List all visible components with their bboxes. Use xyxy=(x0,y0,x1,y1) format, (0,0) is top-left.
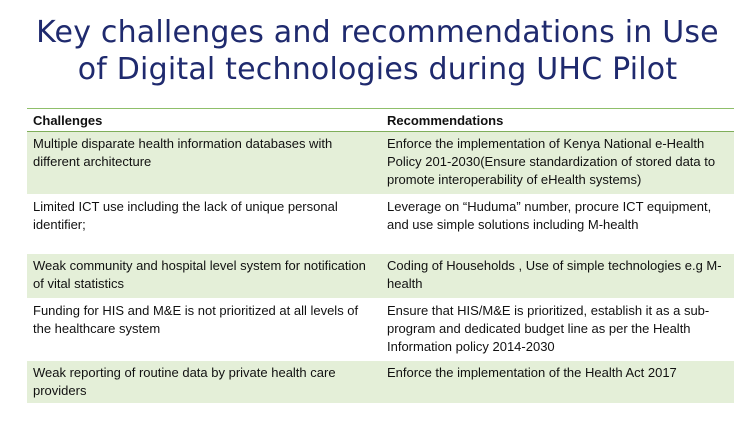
challenge-cell: Multiple disparate health information databases with different architecture xyxy=(27,132,381,195)
challenge-cell: Limited ICT use including the lack of unique personal identifier; xyxy=(27,195,381,254)
challenge-cell: Weak reporting of routine data by private health care providers xyxy=(27,361,381,404)
table-row xyxy=(27,299,734,361)
table-header-row xyxy=(27,109,734,132)
challenge-cell: Funding for HIS and M&E is not prioritized at all levels of the healthcare system xyxy=(27,299,381,361)
recommendation-cell: Coding of Households , Use of simple technologies e.g M- health xyxy=(381,254,734,299)
recommendation-cell: Leverage on “Huduma” number, procure ICT equipment, and use simple solutions including M-health xyxy=(381,195,734,254)
recommendation-cell: Ensure that HIS/M&E is prioritized, establish it as a sub-program and dedicated budget line as per the Health Information policy 2014-2030 xyxy=(381,299,734,361)
column-header-recommendations: Recommendations xyxy=(381,109,734,132)
table-row xyxy=(27,254,734,299)
table-row xyxy=(27,195,734,254)
slide-title-line-2: of Digital technologies during UHC Pilot xyxy=(77,52,678,87)
table-row xyxy=(27,132,734,195)
challenges-table xyxy=(27,108,734,404)
recommendation-cell: Enforce the implementation of the Health Act 2017 xyxy=(381,361,734,404)
recommendation-cell: Enforce the implementation of Kenya National e-Health Policy 201-2030(Ensure standardization of stored data to promote interoperability of eHealth systems) xyxy=(381,132,734,195)
table-row xyxy=(27,361,734,404)
slide-title xyxy=(0,14,755,88)
column-header-challenges: Challenges xyxy=(27,109,381,132)
challenge-cell: Weak community and hospital level system for notification of vital statistics xyxy=(27,254,381,299)
slide-title-line-1: Key challenges and recommendations in Use xyxy=(36,15,719,50)
